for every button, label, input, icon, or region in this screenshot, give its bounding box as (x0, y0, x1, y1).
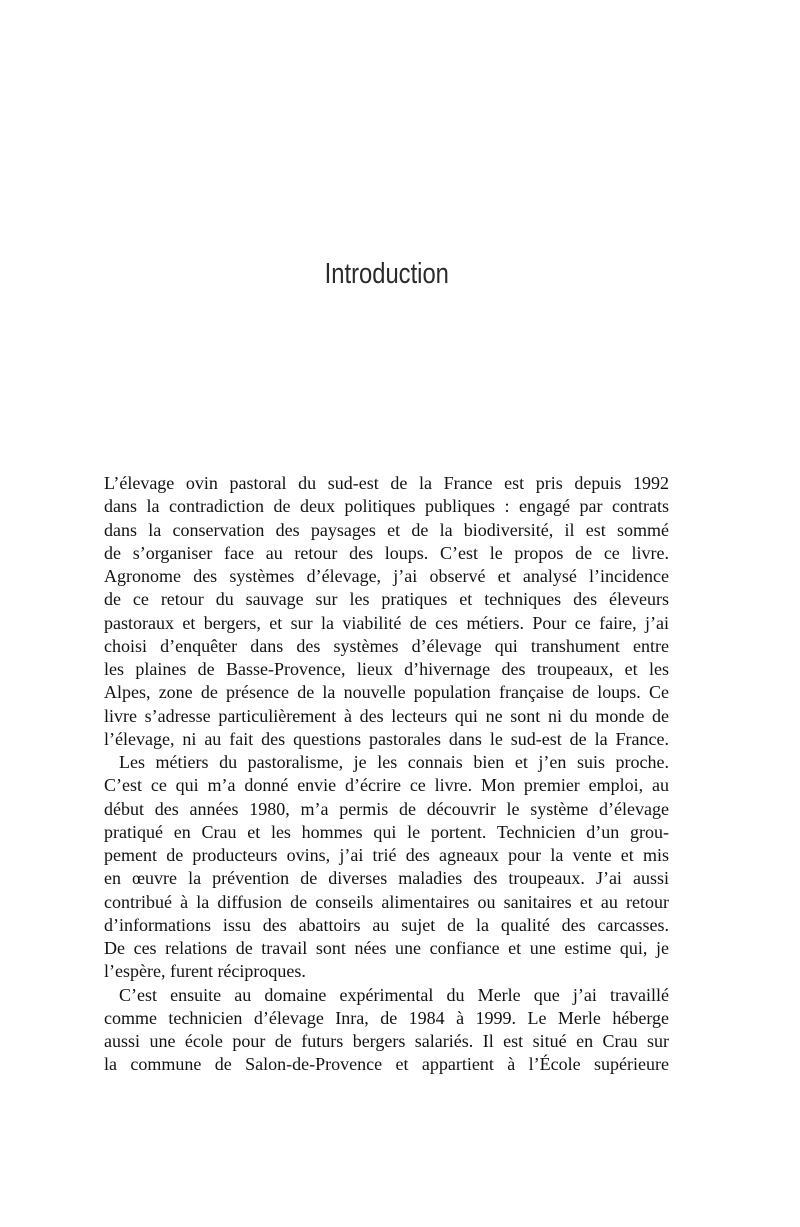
text-line: comme technicien d’élevage Inra, de 1984 à 1999. Le Merle héberge (104, 1007, 669, 1028)
text-line: aussi une école pour de futurs bergers salariés. Il est situé en Crau sur (104, 1031, 669, 1051)
text-line: pement de producteurs ovins, j’ai trié des agneaux pour la vente et mis (104, 845, 669, 865)
text-line: dans la contradiction de deux politiques publiques : engagé par contrats (104, 496, 669, 517)
text-line: pastoraux et bergers, et sur la viabilité de ces métiers. Pour ce faire, j’ai (104, 612, 669, 633)
text-line: début des années 1980, m’a permis de découvrir le système d’élevage (104, 798, 669, 819)
text-line: de ce retour du sauvage sur les pratiques et techniques des éleveurs (104, 589, 669, 610)
body-text-block (104, 472, 669, 1077)
text-line: dans la conservation des paysages et de la biodiversité, il est sommé (104, 519, 669, 540)
text-line: l’espère, furent réciproques. (104, 961, 306, 982)
text-line: Les métiers du pastoralisme, je les connais bien et j’en suis proche. (119, 752, 669, 772)
paragraph (104, 751, 669, 984)
text-line: les plaines de Basse-Provence, lieux d’hivernage des troupeaux, et les (104, 659, 669, 679)
text-line: De ces relations de travail sont nées une confiance et une estime qui, je (104, 938, 669, 958)
text-line: la commune de Salon-de-Provence et appartient à l’École supérieure (104, 1054, 669, 1075)
text-line: livre s’adresse particulièrement à des lecteurs qui ne sont ni du monde de (104, 705, 669, 726)
text-line: d’informations issu des abattoirs au sujet de la qualité des carcasses. (104, 914, 669, 935)
paragraph (104, 472, 669, 751)
text-line: Alpes, zone de présence de la nouvelle population française de loups. Ce (104, 682, 669, 703)
text-line: Agronome des systèmes d’élevage, j’ai observé et analysé l’incidence (104, 566, 669, 586)
text-line: pratiqué en Crau et les hommes qui le portent. Technicien d’un grou- (104, 821, 669, 842)
text-line: en œuvre la prévention de diverses maladies des troupeaux. J’ai aussi (104, 868, 669, 889)
text-line: l’élevage, ni au fait des questions pastorales dans le sud-est de la France. (104, 728, 669, 749)
chapter-title (104, 259, 669, 291)
text-line: C’est ensuite au domaine expérimental du Merle que j’ai travaillé (119, 984, 669, 1005)
text-line: contribué à la diffusion de conseils alimentaires ou sanitaires et au retour (104, 891, 669, 912)
text-line: choisi d’enquêter dans des systèmes d’élevage qui transhument entre (104, 635, 669, 656)
chapter-title-text: Introduction (324, 258, 449, 290)
text-line: de s’organiser face au retour des loups. C’est le propos de ce livre. (104, 542, 669, 563)
text-line: C’est ce qui m’a donné envie d’écrire ce livre. Mon premier emploi, au (104, 775, 669, 796)
text-line: L’élevage ovin pastoral du sud-est de la France est pris depuis 1992 (104, 473, 669, 493)
paragraph (104, 984, 669, 1077)
